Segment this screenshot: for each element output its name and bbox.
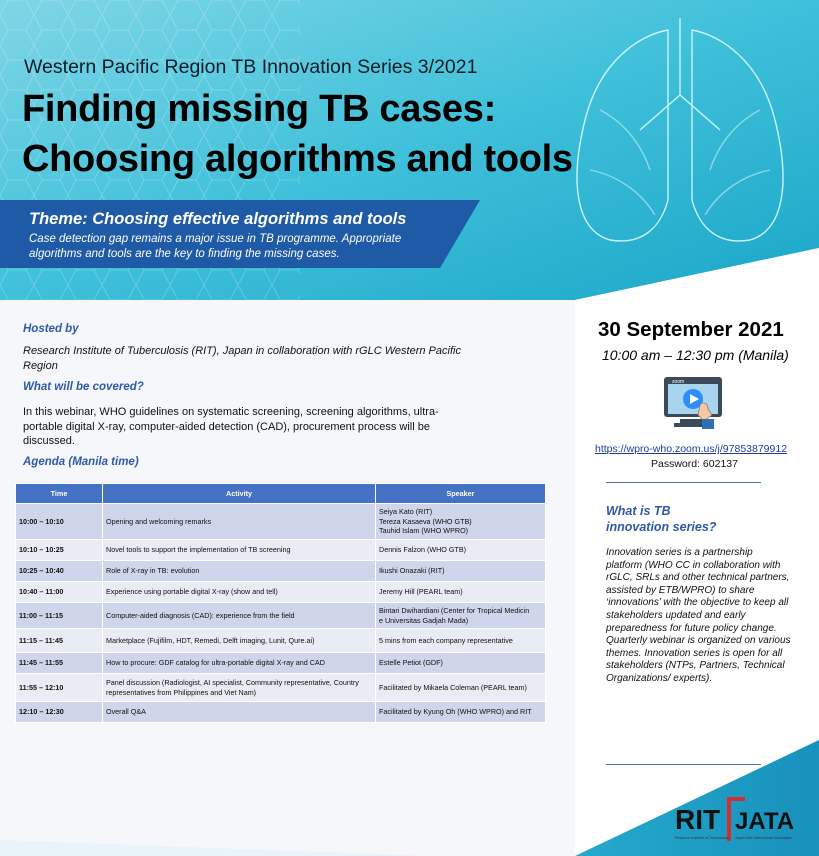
row-time: 11:45 – 11:55 [16,653,103,674]
row-time: 11:00 – 11:15 [16,603,103,629]
table-row [16,582,546,603]
event-time: 10:00 am – 12:30 pm (Manila) [602,347,789,363]
row-activity: Overall Q&A [103,702,376,723]
column-header-time: Time [16,484,103,504]
innovation-title-line-1: What is TB [606,504,671,518]
logo-rit-subtitle: Research Institute of Tuberculosis [675,836,730,840]
row-activity: How to procure: GDF catalog for ultra-portable digital X-ray and CAD [103,653,376,674]
column-header-activity: Activity [103,484,376,504]
row-activity: Computer-aided diagnosis (CAD): experience from the field [103,603,376,629]
zoom-password: Password: 602137 [651,458,738,470]
row-activity: Experience using portable digital X-ray (show and tell) [103,582,376,603]
row-activity: Opening and welcoming remarks [103,504,376,540]
table-row [16,603,546,629]
row-activity: Panel discussion (Radiologist, AI specialist, Community representative, Country representatives from Philippines and Viet Nam) [103,674,376,702]
logo-divider [727,797,731,841]
page-title [22,84,573,184]
speaker-line: Tauhid Islam (WHO WPRO) [379,526,469,536]
row-time: 12:10 – 12:30 [16,702,103,723]
column-header-speaker: Speaker [376,484,546,504]
speaker-line: e Universitas Gadjah Mada) [379,615,469,625]
speaker-line: Bintari Dwihardiani (Center for Tropical Medicin [379,606,530,615]
agenda-table [15,483,546,723]
row-speaker: Facilitated by Kyung Oh (WHO WPRO) and RIT [376,702,546,723]
table-row [16,702,546,723]
row-speaker [376,603,546,629]
title-line-2: Choosing algorithms and tools [22,138,573,180]
table-row [16,504,546,540]
row-speaker: Estelle Petiot (GDF) [376,653,546,674]
row-speaker: Ikushi Onazaki (RIT) [376,561,546,582]
event-date: 30 September 2021 [598,318,784,341]
innovation-description: Innovation series is a partnership platform (WHO CC in collaboration with rGLC, SRLs and other technical partners, assisted by ETB/WPRO) to share ‘innovations’ with the objective to keep all stakeholders updated and early preparedness for future policy change. Quarterly webinar is organized on various themes. Innovation series is open for all stakeholders (NTPs, Partners, Technical Organizations/ experts). [606,547,791,684]
row-time: 11:15 – 11:45 [16,629,103,653]
row-speaker [376,504,546,540]
logo-jata-subtitle: Japan Anti-Tuberculosis Association [735,836,793,840]
table-row [16,653,546,674]
table-row [16,629,546,653]
agenda-header-row [16,484,546,504]
row-speaker: Dennis Falzon (WHO GTB) [376,540,546,561]
theme-description: Case detection gap remains a major issue in TB programme. Appropriate algorithms and tools are the key to finding the missing cases. [29,233,402,260]
series-title: Western Pacific Region TB Innovation Series 3/2021 [24,56,478,78]
table-row [16,674,546,702]
zoom-icon [662,375,724,433]
row-time: 10:00 – 10:10 [16,504,103,540]
covered-text: In this webinar, WHO guidelines on systematic screening, screening algorithms, ultra-portable digital X-ray, computer-aided detection (CAD), procurement process will be discussed. [23,406,439,447]
row-time: 11:55 – 12:10 [16,674,103,702]
hosted-text: Research Institute of Tuberculosis (RIT), Japan in collaboration with rGLC Western Pacific Region [23,345,461,372]
zoom-label: zoom [672,379,685,385]
row-time: 10:10 – 10:25 [16,540,103,561]
zoom-link[interactable]: https://wpro-who.zoom.us/j/97853879912 [595,443,788,455]
row-activity: Novel tools to support the implementation of TB screening [103,540,376,561]
logo-rit: RIT [675,804,721,835]
table-row [16,561,546,582]
row-time: 10:40 – 11:00 [16,582,103,603]
row-activity: Role of X-ray in TB: evolution [103,561,376,582]
divider-bottom [606,764,761,765]
innovation-title [606,503,756,535]
title-line-1: Finding missing TB cases: [22,88,496,130]
innovation-title-line-2: innovation series? [606,520,717,534]
row-speaker: 5 mins from each company representative [376,629,546,653]
speaker-line: Tereza Kasaeva (WHO GTB) [379,516,472,526]
row-time: 10:25 – 10:40 [16,561,103,582]
theme-title: Theme: Choosing effective algorithms and tools [29,210,407,228]
hosted-heading: Hosted by [23,323,79,335]
agenda-heading: Agenda (Manila time) [23,456,139,468]
covered-heading: What will be covered? [23,381,144,393]
row-activity: Marketplace (Fujifilm, HDT, Remedi, Delft imaging, Lunit, Qure.ai) [103,629,376,653]
speaker-line: Seiya Kato (RIT) [379,507,433,517]
table-row [16,540,546,561]
divider-top [606,482,761,483]
logo-jata: JATA [735,808,795,835]
row-speaker: Jeremy Hill (PEARL team) [376,582,546,603]
row-speaker: Facilitated by Mikaela Coleman (PEARL team) [376,674,546,702]
rit-jata-logo [675,795,805,845]
